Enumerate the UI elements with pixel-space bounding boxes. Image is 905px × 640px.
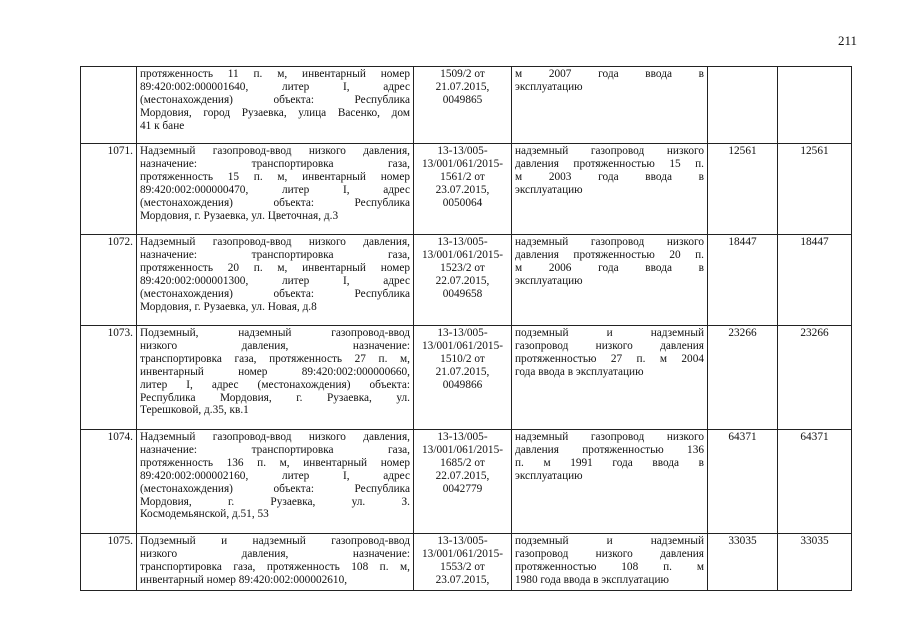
description-line: (местонахождения) объекта: Республика bbox=[140, 287, 410, 300]
description-line: (местонахождения) объекта: Республика bbox=[140, 196, 410, 209]
description-line: 89:420:002:000002160, литер I, адрес bbox=[140, 469, 410, 482]
registration-line: 13-13/005- bbox=[437, 431, 488, 443]
object-description bbox=[137, 534, 414, 591]
description-line: Мордовия, г. Рузаевка, ул. З. bbox=[140, 495, 410, 508]
description-line: Надземный газопровод-ввод низкого давления, bbox=[140, 145, 410, 157]
registry-body bbox=[81, 67, 852, 591]
value-cell: 18447 bbox=[708, 235, 778, 326]
registration-line: 1561/2 от bbox=[440, 170, 485, 183]
description-line: назначение: транспортировка газа, bbox=[140, 248, 410, 261]
description-line: 41 к бане bbox=[140, 119, 185, 132]
registration-line: 0050064 bbox=[442, 196, 483, 209]
characteristics-line: эксплуатацию bbox=[515, 274, 583, 287]
registration-line: 22.07.2015, bbox=[435, 469, 490, 482]
value-cell bbox=[708, 67, 778, 144]
row-number: 1073. bbox=[81, 326, 137, 430]
characteristics-line: подземный и надземный bbox=[515, 535, 704, 547]
registration-line: 0049658 bbox=[442, 287, 483, 300]
description-line: 89:420:002:000000470, литер I, адрес bbox=[140, 183, 410, 196]
object-characteristics bbox=[512, 326, 708, 430]
description-line: литер I, адрес (местонахождения) объекта: bbox=[140, 378, 410, 391]
object-characteristics bbox=[512, 534, 708, 591]
registration-line: 13/001/061/2015- bbox=[422, 443, 503, 456]
value-cell: 12561 bbox=[778, 144, 852, 235]
description-line: 89:420:002:000001640, литер I, адрес bbox=[140, 80, 410, 93]
description-line: протяженность 136 п. м, инвентарный номер bbox=[140, 456, 410, 469]
characteristics-line: эксплуатацию bbox=[515, 183, 583, 196]
registration-line: 13/001/061/2015- bbox=[422, 339, 503, 352]
table-row bbox=[81, 144, 852, 235]
description-line: Надземный газопровод-ввод низкого давления, bbox=[140, 236, 410, 248]
registration-line: 1685/2 от bbox=[440, 456, 485, 469]
registration-line: 13-13/005- bbox=[437, 236, 488, 248]
registration-line: 21.07.2015, bbox=[435, 365, 490, 378]
description-line: инвентарный номер 89:420:002:000002610, bbox=[140, 573, 348, 586]
description-line: Республика Мордовия, г. Рузаевка, ул. bbox=[140, 391, 410, 404]
description-line: низкого давления, назначение: bbox=[140, 547, 410, 560]
registration-line: 1510/2 от bbox=[440, 352, 485, 365]
registration-line: 13/001/061/2015- bbox=[422, 248, 503, 261]
row-number: 1074. bbox=[81, 430, 137, 534]
page-number: 211 bbox=[837, 33, 857, 48]
characteristics-line: газопровод низкого давления bbox=[515, 547, 704, 560]
registration-line: 0049865 bbox=[442, 93, 483, 106]
object-description bbox=[137, 430, 414, 534]
registration-line: 23.07.2015, bbox=[435, 573, 490, 586]
registration-number bbox=[414, 67, 512, 144]
registration-number bbox=[414, 534, 512, 591]
value-cell: 23266 bbox=[778, 326, 852, 430]
characteristics-line: 1980 года ввода в эксплуатацию bbox=[515, 573, 669, 586]
registration-line: 13-13/005- bbox=[437, 145, 488, 157]
characteristics-line: давления протяженностью 20 п. bbox=[515, 248, 704, 261]
description-line: Надземный газопровод-ввод низкого давления, bbox=[140, 431, 410, 443]
object-characteristics bbox=[512, 144, 708, 235]
description-line: (местонахождения) объекта: Республика bbox=[140, 482, 410, 495]
description-line: Мордовия, г. Рузаевка, ул. Новая, д.8 bbox=[140, 300, 317, 313]
characteristics-line: надземный газопровод низкого bbox=[515, 145, 704, 157]
object-description bbox=[137, 235, 414, 326]
registration-number bbox=[414, 430, 512, 534]
description-line: инвентарный номер 89:420:002:000000660, bbox=[140, 365, 410, 378]
registration-line: 13/001/061/2015- bbox=[422, 157, 503, 170]
object-description bbox=[137, 67, 414, 144]
description-line: назначение: транспортировка газа, bbox=[140, 157, 410, 170]
characteristics-line: п. м 1991 года ввода в bbox=[515, 456, 704, 469]
characteristics-line: давления протяженностью 136 bbox=[515, 443, 704, 456]
characteristics-line: надземный газопровод низкого bbox=[515, 236, 704, 248]
description-line: Космодемьянской, д.51, 53 bbox=[140, 508, 269, 521]
registration-line: 21.07.2015, bbox=[435, 80, 490, 93]
row-number: 1072. bbox=[81, 235, 137, 326]
registration-number bbox=[414, 144, 512, 235]
object-characteristics bbox=[512, 430, 708, 534]
description-line: Терешковой, д.35, кв.1 bbox=[140, 404, 249, 417]
value-cell: 33035 bbox=[708, 534, 778, 591]
object-characteristics bbox=[512, 67, 708, 144]
registration-line: 13-13/005- bbox=[437, 327, 488, 339]
characteristics-line: надземный газопровод низкого bbox=[515, 431, 704, 443]
registration-line: 0049866 bbox=[442, 378, 483, 391]
table-row bbox=[81, 534, 852, 591]
registration-line: 0042779 bbox=[442, 482, 483, 495]
characteristics-line: м 2007 года ввода в bbox=[515, 68, 704, 80]
characteristics-line: м 2003 года ввода в bbox=[515, 170, 704, 183]
description-line: протяженность 15 п. м, инвентарный номер bbox=[140, 170, 410, 183]
characteristics-line: эксплуатацию bbox=[515, 469, 583, 482]
row-number bbox=[81, 67, 137, 144]
characteristics-line: протяженностью 27 п. м 2004 bbox=[515, 352, 704, 365]
description-line: протяженность 20 п. м, инвентарный номер bbox=[140, 261, 410, 274]
characteristics-line: протяженностью 108 п. м bbox=[515, 560, 704, 573]
registration-number bbox=[414, 235, 512, 326]
value-cell: 64371 bbox=[708, 430, 778, 534]
characteristics-line: давления протяженностью 15 п. bbox=[515, 157, 704, 170]
registration-line: 1523/2 от bbox=[440, 261, 485, 274]
row-number: 1075. bbox=[81, 534, 137, 591]
description-line: Подземный и надземный газопровод-ввод bbox=[140, 535, 410, 547]
property-registry-table bbox=[80, 66, 852, 591]
value-cell: 33035 bbox=[778, 534, 852, 591]
object-description bbox=[137, 326, 414, 430]
row-number: 1071. bbox=[81, 144, 137, 235]
characteristics-line: м 2006 года ввода в bbox=[515, 261, 704, 274]
description-line: Мордовия, г. Рузаевка, ул. Цветочная, д.3 bbox=[140, 209, 339, 222]
registration-line: 22.07.2015, bbox=[435, 274, 490, 287]
table-row bbox=[81, 67, 852, 144]
description-line: Мордовия, город Рузаевка, улица Васенко, дом bbox=[140, 106, 410, 119]
registration-number bbox=[414, 326, 512, 430]
description-line: (местонахождения) объекта: Республика bbox=[140, 93, 410, 106]
characteristics-line: газопровод низкого давления bbox=[515, 339, 704, 352]
object-characteristics bbox=[512, 235, 708, 326]
registration-line: 1553/2 от bbox=[440, 560, 485, 573]
value-cell bbox=[778, 67, 852, 144]
value-cell: 23266 bbox=[708, 326, 778, 430]
description-line: протяженность 11 п. м, инвентарный номер bbox=[140, 68, 410, 80]
table-row bbox=[81, 326, 852, 430]
description-line: 89:420:002:000001300, литер I, адрес bbox=[140, 274, 410, 287]
object-description bbox=[137, 144, 414, 235]
registration-line: 13-13/005- bbox=[437, 535, 488, 547]
value-cell: 12561 bbox=[708, 144, 778, 235]
description-line: Подземный, надземный газопровод-ввод bbox=[140, 327, 410, 339]
characteristics-line: года ввода в эксплуатацию bbox=[515, 365, 644, 378]
registration-line: 23.07.2015, bbox=[435, 183, 490, 196]
table-row bbox=[81, 235, 852, 326]
description-line: назначение: транспортировка газа, bbox=[140, 443, 410, 456]
characteristics-line: эксплуатацию bbox=[515, 80, 583, 93]
description-line: низкого давления, назначение: bbox=[140, 339, 410, 352]
registration-line: 1509/2 от bbox=[440, 68, 485, 80]
value-cell: 18447 bbox=[778, 235, 852, 326]
table-row bbox=[81, 430, 852, 534]
description-line: транспортировка газа, протяженность 108 п. м, bbox=[140, 560, 410, 573]
characteristics-line: подземный и надземный bbox=[515, 327, 704, 339]
value-cell: 64371 bbox=[778, 430, 852, 534]
registration-line: 13/001/061/2015- bbox=[422, 547, 503, 560]
description-line: транспортировка газа, протяженность 27 п. м, bbox=[140, 352, 410, 365]
